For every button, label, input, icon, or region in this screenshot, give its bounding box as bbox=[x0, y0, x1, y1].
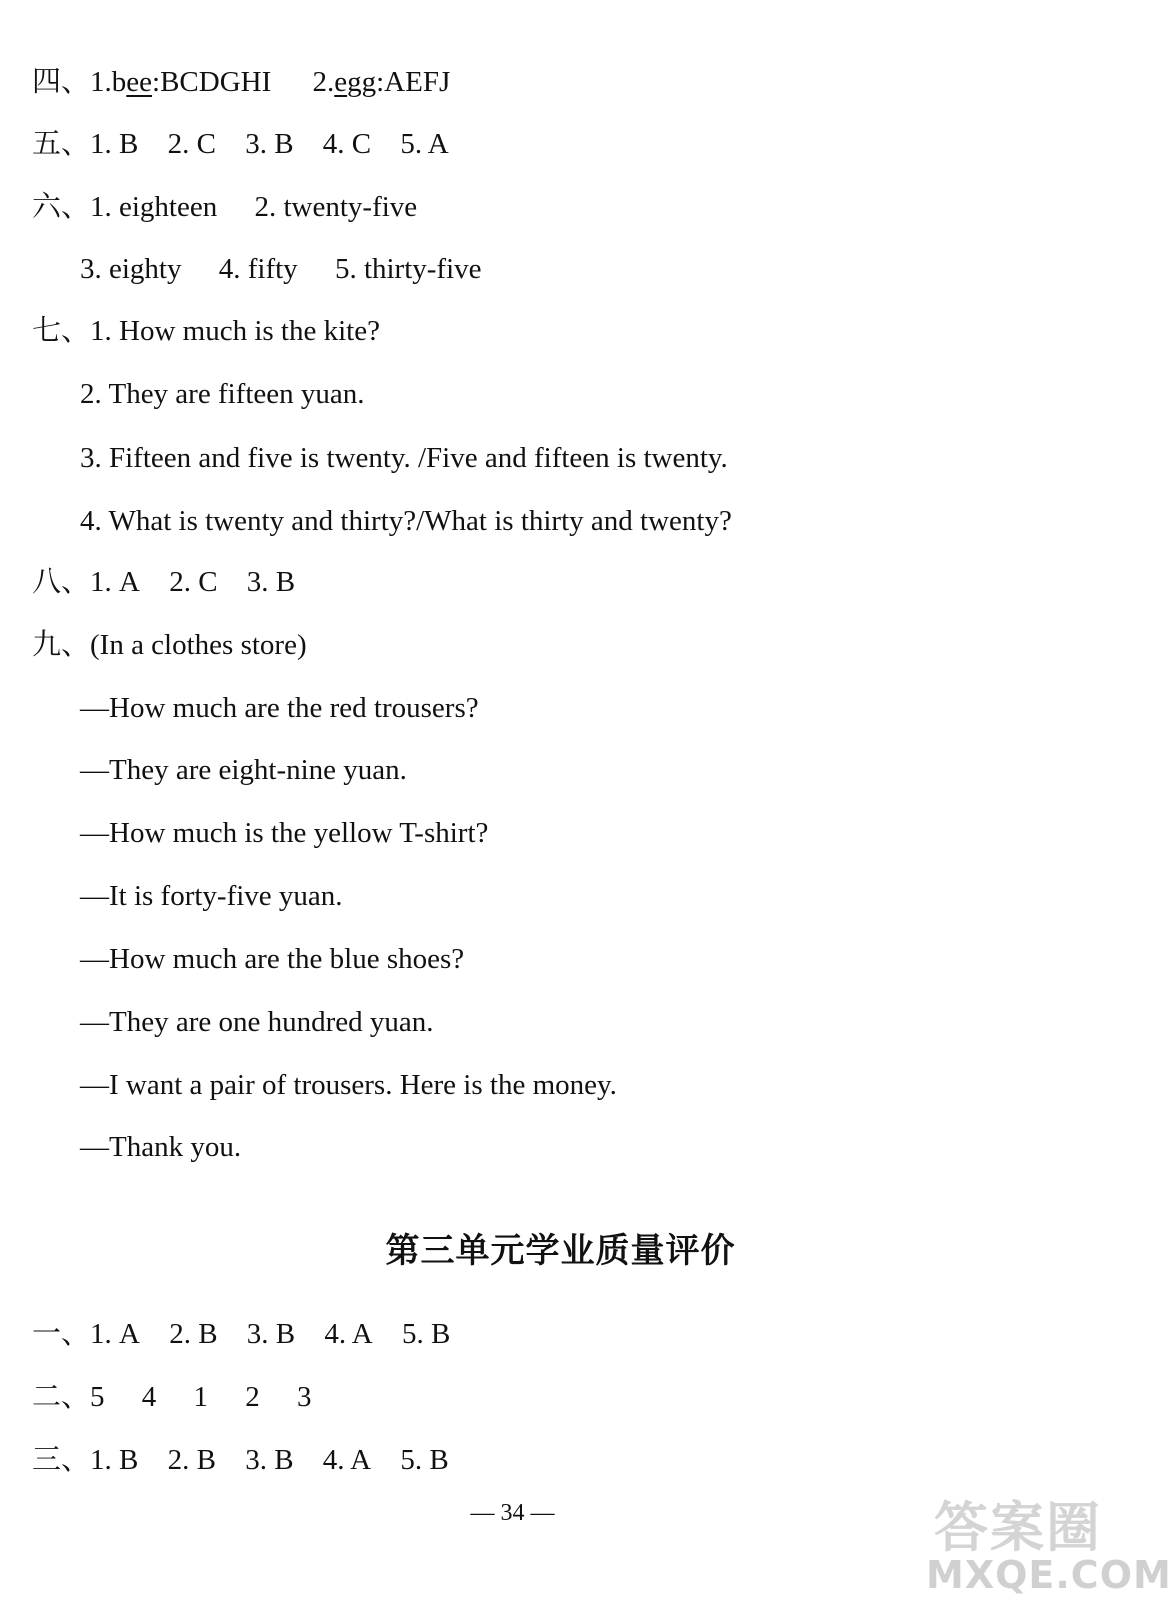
dialogue-line bbox=[80, 688, 479, 728]
dialogue-line bbox=[80, 1127, 241, 1167]
answer-label: 一、1. A bbox=[32, 1318, 140, 1350]
unit-title: 第三单元学业质量评价 bbox=[385, 1231, 736, 1271]
answer-item: 2. C bbox=[169, 566, 218, 598]
answer-item: 5. B bbox=[400, 1444, 449, 1476]
dialogue-line bbox=[80, 876, 343, 916]
answer-item: 4. A bbox=[324, 1318, 373, 1350]
answer-item: 2. twenty-five bbox=[254, 191, 418, 223]
answer-item: 2. C bbox=[167, 128, 216, 160]
answer-label: 二、5 bbox=[32, 1381, 105, 1413]
answer-line-sec6-a bbox=[32, 187, 417, 227]
answer-item: 4 bbox=[141, 1381, 157, 1413]
answer-text: gg:AEFJ bbox=[347, 66, 451, 98]
answer-item: 5. thirty-five bbox=[334, 253, 482, 285]
answer-item: 5. B bbox=[401, 1318, 451, 1350]
dialogue-text: —They are eight-nine yuan. bbox=[80, 754, 407, 786]
dialogue-text: —I want a pair of trousers. Here is the money. bbox=[80, 1069, 617, 1101]
answer-text: b bbox=[111, 66, 127, 98]
underlined-letters: ee bbox=[126, 66, 153, 98]
answer-line-u3-sec1 bbox=[32, 1314, 450, 1354]
dialogue-text: —They are one hundred yuan. bbox=[80, 1006, 434, 1038]
answer-line-sec7-2 bbox=[80, 374, 365, 414]
answer-line-u3-sec2 bbox=[32, 1377, 312, 1417]
dialogue-text: —How much are the red trousers? bbox=[80, 692, 479, 724]
answer-text: 2. bbox=[312, 66, 335, 98]
answer-item: 2. They are fifteen yuan. bbox=[80, 378, 365, 410]
watermark-logo bbox=[920, 1485, 1172, 1600]
answer-item: 3. B bbox=[246, 1318, 296, 1350]
answer-item: 3. B bbox=[245, 128, 294, 160]
answer-item: 5. A bbox=[400, 128, 449, 160]
answer-item: 1 bbox=[193, 1381, 209, 1413]
answer-line-sec9 bbox=[32, 625, 307, 665]
answer-item: 3. B bbox=[245, 1444, 294, 1476]
answer-line-sec5 bbox=[32, 124, 449, 164]
answer-item: 3. eighty bbox=[80, 253, 182, 285]
dialogue-line bbox=[80, 813, 488, 853]
answer-item: 3 bbox=[297, 1381, 312, 1413]
dialogue-line bbox=[80, 1002, 434, 1042]
answer-label: 八、1. A bbox=[32, 566, 140, 598]
dialogue-text: —Thank you. bbox=[80, 1131, 242, 1163]
answer-item: 4. A bbox=[322, 1444, 372, 1476]
answer-label: 三、1. B bbox=[32, 1444, 139, 1476]
answer-item: 3. B bbox=[246, 566, 296, 598]
answer-label: 六、1. eighteen bbox=[32, 191, 218, 223]
answer-line-sec7-1 bbox=[32, 311, 380, 351]
answer-line-sec8 bbox=[32, 562, 295, 602]
answer-line-sec7-4 bbox=[80, 501, 732, 541]
dialogue-text: —It is forty-five yuan. bbox=[80, 880, 343, 912]
answer-text: :BCDGHI bbox=[152, 66, 272, 98]
page-number: — 34 — bbox=[470, 1500, 555, 1526]
answer-item: 4. C bbox=[322, 128, 372, 160]
answer-line-sec7-3 bbox=[80, 438, 728, 478]
answer-item: 2. B bbox=[167, 1444, 216, 1476]
answer-item: 4. What is twenty and thirty?/What is thirty and twenty? bbox=[80, 505, 732, 537]
answer-line-u3-sec3 bbox=[32, 1440, 449, 1480]
answer-item: 2. B bbox=[169, 1318, 218, 1350]
answer-item: 4. fifty bbox=[218, 253, 298, 285]
answer-item: 3. Fifteen and five is twenty. /Five and fifteen is twenty. bbox=[80, 442, 728, 474]
dialogue-text: —How much are the blue shoes? bbox=[80, 943, 465, 975]
dialogue-line bbox=[80, 750, 407, 790]
answer-label: 四、1. bbox=[32, 66, 112, 98]
answer-label: 五、1. B bbox=[32, 128, 139, 160]
dialogue-line bbox=[80, 939, 464, 979]
answer-line-sec4 bbox=[32, 62, 450, 102]
answer-line-sec6-b bbox=[80, 249, 482, 289]
underlined-letters: e bbox=[334, 66, 348, 98]
answer-label: 九、(In a clothes store) bbox=[32, 629, 307, 661]
dialogue-text: —How much is the yellow T-shirt? bbox=[80, 817, 489, 849]
watermark-bottom-text: MXQE.COM bbox=[926, 1553, 1172, 1597]
answer-label: 七、1. How much is the kite? bbox=[32, 315, 380, 347]
watermark-top-text: 答案圈 bbox=[934, 1496, 1102, 1559]
answer-item: 2 bbox=[245, 1381, 260, 1413]
dialogue-line bbox=[80, 1065, 617, 1105]
